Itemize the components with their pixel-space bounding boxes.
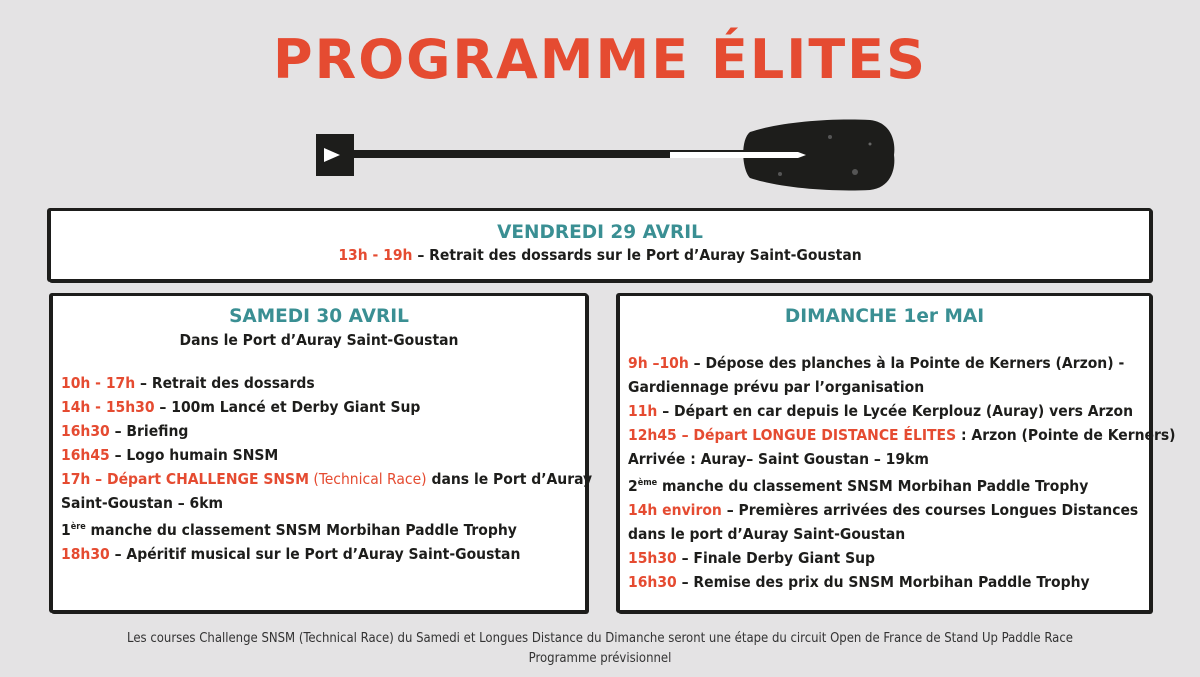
schedule-text: – Logo humain SNSM bbox=[109, 446, 279, 464]
schedule-time: 16h30 bbox=[628, 573, 677, 591]
schedule-text: Saint-Goustan – 6km bbox=[61, 494, 224, 512]
friday-title: VENDREDI 29 AVRIL bbox=[497, 222, 703, 243]
schedule-text: – Retrait des dossards sur le Port d’Auray Saint-Goustan bbox=[412, 246, 862, 264]
sunday-items bbox=[620, 351, 1176, 594]
ordinal-suffix: ème bbox=[637, 478, 658, 488]
schedule-time: 13h - 19h bbox=[338, 246, 413, 264]
schedule-text: – Remise des prix du SNSM Morbihan Paddle Trophy bbox=[676, 573, 1090, 591]
schedule-text: : Arzon (Pointe de Kerners) bbox=[956, 426, 1176, 444]
schedule-item bbox=[61, 395, 585, 419]
schedule-text: Gardiennage prévu par l’organisation bbox=[628, 378, 925, 396]
schedule-item bbox=[61, 371, 585, 395]
schedule-time: 16h30 bbox=[61, 422, 110, 440]
schedule-item bbox=[628, 399, 1149, 423]
schedule-text: manche du classement SNSM Morbihan Paddle Trophy bbox=[657, 477, 1089, 495]
ordinal-number: 1 bbox=[61, 521, 71, 539]
page-title: PROGRAMME ÉLITES bbox=[273, 28, 927, 91]
schedule-item bbox=[61, 542, 585, 566]
schedule-text: – Premières arrivées des courses Longues Distances bbox=[721, 501, 1139, 519]
schedule-time: 15h30 bbox=[628, 549, 677, 567]
schedule-item bbox=[61, 515, 585, 542]
schedule-item bbox=[628, 522, 1149, 546]
schedule-time: 10h - 17h bbox=[61, 374, 136, 392]
footer-line: Les courses Challenge SNSM (Technical Race) du Samedi et Longues Distance du Dimanche seront une étape du circuit Open de France de Stand Up Paddle Race bbox=[127, 631, 1073, 646]
schedule-item bbox=[628, 498, 1149, 522]
schedule-time: 14h environ bbox=[628, 501, 722, 519]
schedule-item bbox=[61, 443, 585, 467]
schedule-text: – Apéritif musical sur le Port d’Auray Saint-Goustan bbox=[109, 545, 521, 563]
schedule-time: 16h45 bbox=[61, 446, 110, 464]
schedule-extra: (Technical Race) bbox=[308, 470, 427, 488]
footer-note bbox=[0, 629, 1200, 669]
schedule-item bbox=[51, 243, 1149, 267]
schedule-time: 17h – Départ CHALLENGE SNSM bbox=[61, 470, 309, 488]
saturday-items bbox=[53, 371, 593, 566]
schedule-text: Arrivée : Auray– Saint Goustan – 19km bbox=[628, 450, 929, 468]
schedule-item bbox=[628, 546, 1149, 570]
schedule-time: 18h30 bbox=[61, 545, 110, 563]
schedule-text: – Retrait des dossards bbox=[135, 374, 315, 392]
saturday-panel bbox=[50, 293, 593, 613]
schedule-text: – Briefing bbox=[109, 422, 189, 440]
ordinal-number: 2 bbox=[628, 477, 638, 495]
schedule-item bbox=[628, 570, 1149, 594]
sunday-panel bbox=[617, 293, 1176, 613]
schedule-text: – Finale Derby Giant Sup bbox=[676, 549, 876, 567]
schedule-time: 9h –10h bbox=[628, 354, 689, 372]
footer-line: Programme prévisionnel bbox=[528, 651, 672, 666]
schedule-time: 11h bbox=[628, 402, 658, 420]
schedule-text: – Départ en car depuis le Lycée Kerplouz (Auray) vers Arzon bbox=[657, 402, 1134, 420]
schedule-item bbox=[61, 491, 585, 515]
schedule-text: manche du classement SNSM Morbihan Paddle Trophy bbox=[85, 521, 517, 539]
schedule-text: dans le port d’Auray Saint-Goustan bbox=[628, 525, 906, 543]
sunday-title: DIMANCHE 1er MAI bbox=[784, 306, 985, 327]
schedule-time: 12h45 – Départ LONGUE DISTANCE ÉLITES bbox=[628, 426, 957, 444]
schedule-item bbox=[628, 351, 1149, 375]
ordinal-suffix: ère bbox=[70, 522, 86, 532]
schedule-item bbox=[61, 467, 593, 491]
friday-panel bbox=[48, 208, 1152, 282]
paddle-icon bbox=[310, 112, 900, 198]
schedule-item bbox=[61, 419, 585, 443]
schedule-text: – 100m Lancé et Derby Giant Sup bbox=[154, 398, 421, 416]
saturday-title: SAMEDI 30 AVRIL bbox=[229, 306, 409, 327]
saturday-subtitle: Dans le Port d’Auray Saint-Goustan bbox=[179, 331, 459, 349]
schedule-item bbox=[628, 375, 1149, 399]
schedule-text: dans le Port d’Auray bbox=[426, 470, 593, 488]
schedule-item bbox=[628, 447, 1149, 471]
schedule-item bbox=[628, 471, 1149, 498]
schedule-time: 14h - 15h30 bbox=[61, 398, 155, 416]
schedule-text: – Dépose des planches à la Pointe de Kerners (Arzon) - bbox=[688, 354, 1125, 372]
schedule-item bbox=[628, 423, 1176, 447]
